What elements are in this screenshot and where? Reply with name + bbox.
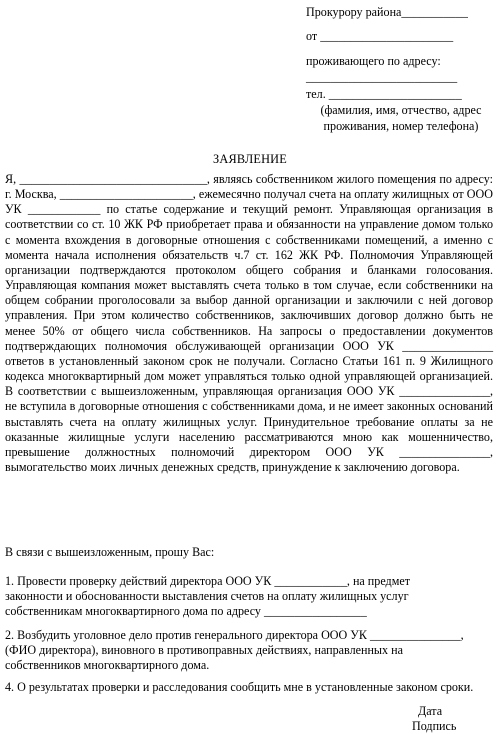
phone-line: тел. ______________________ — [306, 86, 462, 101]
from-line: от ______________________ — [306, 29, 454, 44]
request-intro: В связи с вышеизложенным, прошу Вас: — [5, 545, 215, 559]
address-label: проживающего по адресу: — [306, 53, 441, 68]
note-line-1: (фамилия, имя, отчество, адрес — [320, 103, 482, 118]
prosecutor-line: Прокурору района___________ — [306, 5, 468, 19]
addressee-block — [306, 4, 496, 135]
request-item-4: 4. О результатах проверки и расследования сообщить мне в установленные законом сроки. — [5, 680, 474, 694]
date-label: Дата — [418, 704, 443, 718]
item-2-line-1: 2. Возбудить уголовное дело против генерального директора ООО УК _______________, — [5, 628, 464, 642]
item-1-line-3: собственникам многоквартирного дома по адресу _________________ — [5, 604, 367, 619]
request-item-1 — [5, 574, 495, 620]
note-line-2: проживания, номер телефона) — [323, 119, 479, 134]
item-1-line-2: законности и обоснованности выставления счетов на оплату жилищных услуг — [5, 589, 409, 604]
item-2-line-3: собственников многоквартирного дома. — [5, 658, 210, 673]
item-2-line-2: (ФИО директора), виновного в противоправных действиях, направленных на — [5, 643, 403, 658]
request-item-2 — [5, 628, 495, 674]
address-blank: _________________________ — [306, 70, 458, 85]
document-title: ЗАЯВЛЕНИЕ — [213, 152, 287, 166]
item-1-line-1: 1. Провести проверку действий директора ООО УК ____________, на предмет — [5, 574, 410, 588]
signature-label: Подпись — [412, 719, 457, 733]
statement-body: Я, _______________________________, являясь собственником жилого помещения по адресу: г. Москва, ______________________, ежемесячно получал счета на оплату жилищных от ООО УК ____________ по статье содержание и текущий ремонт. Управляющая организация в соответствии со ст. 10 ЖК РФ приобретает права и обязанности на управление домом только с момента вхождения в договорные отношения с собственниками помещений, а именно с момента начала исполнения обязательств ч.7 ст. 162 ЖК РФ. Полномочия Управляющей организации подтверждаются протоколом общего собрания и бланками голосования. Управляющая компания может выставлять счета только в том случае, если собственники на общем собрании проголосовали за выбор данной организации и заключили с ней договор управления. При этом количество собственников, заключивших договор должно быть не менее 50% от общего числа собственников. На запросы о предоставлении документов подтверждающих полномочия обслуживающей организации ООО УК _______________ ответов в установленный законом срок не получали. Согласно Статьи 161 п. 9 Жилищного кодекса многоквартирный дом может управляться только одной управляющей организацией. В соответствии с вышеизложенным, управляющая организация ООО УК _______________, не вступила в договорные отношения с собственниками дома, и не имеет законных оснований выставлять счета на оплату жилищных услуг. Принудительное требование оплаты за не оказанные жилищные услуги населению рассматриваются мною как мошенничество, превышение должностных полномочий директором ООО УК _______________, вымогательство моих личных денежных средств, принуждение к заключению договора. — [5, 172, 493, 474]
